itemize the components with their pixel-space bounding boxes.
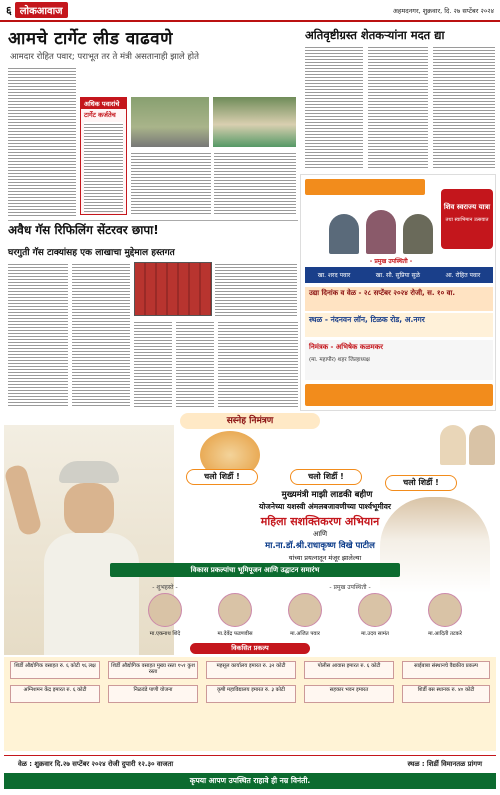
ad-footer: कृपया आपण उपस्थित राहावे ही नम्र विनंती. <box>4 773 496 789</box>
guests-strip <box>305 267 493 283</box>
ad-line5: मा.ना.डॉ.श्री.राधाकृष्ण विखे पाटील <box>265 541 375 551</box>
project-tile: शिर्डी औद्योगिक वसाहत मुख्य रस्ता १५१ कुश रस्ता <box>108 661 198 679</box>
story3-body-col1 <box>8 262 68 407</box>
story1-subhead: आमदार रोहित पवार; पराभूत तर ते मंत्री असतानाही झाले होते <box>10 52 199 62</box>
paper-logo <box>6 2 68 18</box>
story2-body-col3 <box>433 45 495 170</box>
dignitary-name: मा.आदिती तटकरे <box>428 631 462 637</box>
story3-body-col6 <box>176 320 214 407</box>
guest-name: खा. शरद पवार <box>317 272 351 279</box>
project-tile: महसूल कार्यालय इमारत रु. ३२ कोटी <box>206 661 296 679</box>
kurta-shape <box>44 533 139 655</box>
ad-venue: स्थळ : शिर्डी विमानतळ प्रांगण <box>407 760 482 768</box>
sidebox-label: अधिक पवारांचे <box>81 98 126 109</box>
story1-body-col1 <box>8 66 76 216</box>
story2-body-col2 <box>368 45 428 170</box>
ad-top-leaders <box>440 425 495 473</box>
project-tile: निळवंडे पाणी योजना <box>108 685 198 703</box>
dignitary-name: मा.अजित पवार <box>290 631 320 637</box>
dignitary-portrait <box>358 593 392 627</box>
chalo-shirdi-3: चलो शिर्डी ! <box>385 475 457 491</box>
shirdi-advertisement <box>0 411 500 795</box>
story3-body-col4 <box>215 262 297 316</box>
dignitary-portrait <box>148 593 182 627</box>
chalo-shirdi-1: चलो शिर्डी ! <box>186 469 258 485</box>
story3-subhead: घरगुती गॅस टाक्यांसह एक लाखाचा मुद्देमाल हस्तगत <box>8 248 175 258</box>
brand-tag: तथा स्वाभिमान उत्सवात <box>445 217 489 223</box>
guest-portrait <box>366 210 396 254</box>
sidebox-body <box>84 122 123 212</box>
guest-name: आ. रोहित पवार <box>445 272 481 279</box>
dignitary-name: मा.उदय सामंत <box>361 631 389 637</box>
chief-guests-label: - प्रमुख उपस्थिती - <box>369 258 413 265</box>
story3-headline: अवैध गॅस रिफिलिंग सेंटरवर छापा! <box>8 220 298 238</box>
project-tile: कृषी महाविद्यालय इमारत रु. ३ कोटी <box>206 685 296 703</box>
story1-body-col4 <box>214 151 296 215</box>
face-shape <box>64 483 114 535</box>
organizer-line: निमंत्रक - अभिषेक कळमकर <box>309 343 383 351</box>
turban-shape <box>59 461 119 483</box>
shiv-swarajya-banner <box>300 174 496 411</box>
story2-headline: अतिवृष्टीग्रस्त शेतकऱ्यांना मदत द्या <box>305 28 445 42</box>
ad-header: सस्नेह निमंत्रण <box>180 413 320 429</box>
dateline: अहमदनगर, शुक्रवार, दि. २७ सप्टेंबर २०२४ <box>392 6 494 15</box>
chalo-shirdi-2: चलो शिर्डी ! <box>290 469 362 485</box>
project-tile: शिर्डी बस स्थानक रु. ४० कोटी <box>402 685 490 703</box>
ad-line1: मुख्यमंत्री माझी लाडकी बहीण <box>281 490 373 500</box>
banner-organizer <box>305 340 493 380</box>
story3-body-col2 <box>72 262 130 407</box>
story2-body-col1 <box>305 45 363 170</box>
banner-venue: स्थळ - नंदनवन लॉन, टिळक रोड, अ.नगर <box>305 313 493 337</box>
projects-grid <box>4 657 496 751</box>
story3-body-col5 <box>134 320 172 407</box>
leader-portrait <box>440 425 466 465</box>
dignitary-portrait <box>288 593 322 627</box>
project-tile: सहकार भवन इमारत <box>304 685 394 703</box>
project-tile: शिर्डी औद्योगिक वसाहत रु. ६ कोटी ९६ लक्ष <box>10 661 100 679</box>
raised-hand-shape <box>3 463 42 536</box>
dignitary-portrait <box>428 593 462 627</box>
ad-line7: विकास प्रकल्पांचा भूमिपूजन आणि उद्घाटन समारंभ <box>110 563 400 577</box>
chief-guest-label: - शुभहस्ते - <box>152 584 178 591</box>
banner-guest-portraits <box>326 199 436 254</box>
guest-portrait <box>403 214 433 254</box>
brand-badge <box>441 189 493 249</box>
ad-time-venue <box>4 755 496 771</box>
ad-line2: योजनेच्या यशस्वी अंमलबजावणीच्या पार्श्वभूमीवर <box>259 502 391 511</box>
gas-cylinders-photo <box>134 262 212 316</box>
story1-photo-right <box>213 97 296 147</box>
ad-line3: महिला सशक्तिकरण अभियान <box>260 515 380 528</box>
banner-top-strip <box>305 179 425 195</box>
banner-date: उद्या दिनांक व वेळ - २८ सप्टेंबर २०२४ रोजी, स. १० वा. <box>305 287 493 311</box>
guest-portrait <box>329 214 359 254</box>
organizer-sub: (मा. महापौर) शहर जिल्हाध्यक्ष <box>309 357 370 363</box>
dignitary-portrait <box>218 593 252 627</box>
dignitary-name: मा.देवेंद्र फडणवीस <box>217 631 253 637</box>
paper-name: लोकआवाज <box>15 2 68 18</box>
projects-label: विकसित प्रकल्प <box>190 643 310 654</box>
banner-bottom-strip <box>305 384 493 406</box>
story1-photo-left <box>131 97 209 147</box>
ad-line6: यांच्या प्रयत्नातून मंजूर झालेल्या <box>288 554 362 562</box>
project-tile: साईबाबा संस्थानचे वैद्यकीय प्रकल्प <box>402 661 490 679</box>
leader-portrait <box>469 425 495 465</box>
story3-body-col7 <box>218 320 298 407</box>
sidebox-title: टार्गेट कर्जतेच <box>84 111 116 119</box>
guest-name: खा. सौ. सुप्रिया सुळे <box>375 272 421 279</box>
ad-time: वेळ : शुक्रवार दि.२७ सप्टेंबर २०२४ रोजी दुपारी १२.३० वाजता <box>18 760 174 768</box>
story1-sidebox <box>80 97 127 215</box>
project-tile: पोलीस आवास इमारत रु. ६ कोटी <box>304 661 394 679</box>
presence-label: - प्रमुख उपस्थिती - <box>329 584 371 591</box>
page-number: ६ <box>6 3 12 17</box>
ad-leader-photo <box>4 425 174 655</box>
story1-headline: आमचे टार्गेट लीड वाढवणे <box>8 29 173 49</box>
ad-line4: आणि <box>312 530 328 538</box>
project-tile: अग्निशमन केंद्र इमारत रु. ६ कोटी <box>10 685 100 703</box>
story1-body-col3 <box>131 151 211 215</box>
minister-portrait <box>380 497 490 593</box>
dignitary-name: मा.एकनाथ शिंदे <box>149 631 181 637</box>
masthead <box>0 0 500 22</box>
brand-name: शिव स्वराज्य यात्रा <box>443 203 491 211</box>
